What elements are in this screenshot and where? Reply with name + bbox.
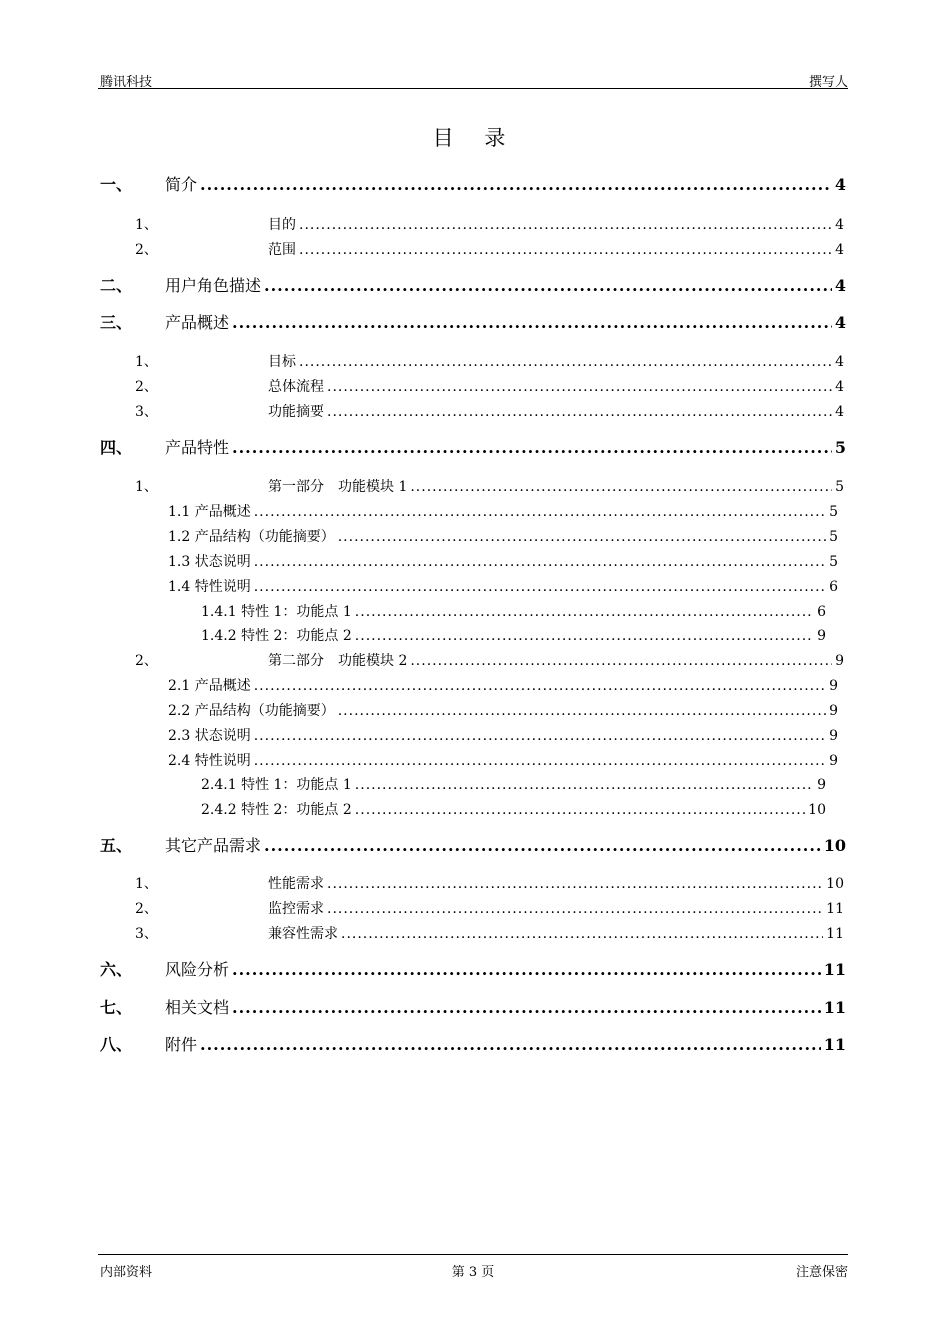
toc-entry-title: 产品概述: [165, 313, 230, 332]
toc-dot-leader: [232, 960, 821, 979]
toc-dot-leader: [410, 653, 832, 669]
toc-entry[interactable]: [201, 799, 826, 819]
toc-entry-number: 七、: [100, 998, 133, 1017]
toc-entry-page: 9: [835, 653, 844, 669]
toc-dot-leader: [355, 777, 814, 793]
footer-confidential: 注意保密: [795, 1265, 848, 1280]
toc-dot-leader: [254, 579, 826, 595]
toc-entry[interactable]: [135, 650, 844, 670]
toc-entry-number: 八、: [100, 1035, 133, 1054]
toc-entry-number: 二、: [100, 276, 133, 295]
toc-entry-title: 性能需求: [268, 876, 324, 892]
toc-entry-number: 2、: [135, 379, 158, 395]
toc-entry-page: 5: [835, 479, 844, 495]
toc-entry[interactable]: [135, 476, 844, 496]
toc-entry-page: 9: [817, 628, 826, 644]
toc-entry-page: 4: [834, 313, 846, 332]
footer-page-number: 第 3 页: [451, 1265, 495, 1280]
toc-entry-page: 10: [826, 876, 844, 892]
toc-entry-number: 3、: [135, 926, 158, 942]
toc-entry-page: 5: [829, 529, 838, 545]
toc-entry-title: 兼容性需求: [268, 926, 338, 942]
toc-entry-title: 简介: [165, 175, 198, 194]
toc-entry-page: 4: [834, 276, 846, 295]
toc-entry-title: 附件: [165, 1035, 198, 1054]
toc-entry-page: 4: [835, 242, 844, 258]
toc-entry[interactable]: [100, 435, 846, 458]
toc-dot-leader: [299, 354, 832, 370]
toc-entry-title: 1.4.1 特性 1：功能点 1: [201, 604, 352, 620]
toc-entry-title: 第一部分 功能模块 1: [268, 479, 408, 495]
header-author: 撰写人: [808, 75, 848, 90]
toc-entry-number: 2、: [135, 242, 158, 258]
toc-entry-title: 1.4.2 特性 2：功能点 2: [201, 628, 352, 644]
toc-entry-title: 产品特性: [165, 438, 230, 457]
toc-entry-number: 3、: [135, 404, 158, 420]
toc-entry-number: 六、: [100, 960, 133, 979]
toc-entry-title: 1.3 状态说明: [168, 554, 251, 570]
toc-entry-title: 总体流程: [268, 379, 324, 395]
toc-entry[interactable]: [201, 625, 826, 645]
toc-entry-number: 2、: [135, 901, 158, 917]
toc-entry[interactable]: [135, 376, 844, 396]
toc-entry-title: 2.4.2 特性 2：功能点 2: [201, 802, 352, 818]
toc-dot-leader: [200, 175, 832, 194]
toc-entry-title: 目的: [268, 217, 296, 233]
toc-entry-page: 9: [829, 703, 838, 719]
toc-entry-number: 1、: [135, 876, 158, 892]
toc-entry[interactable]: [100, 172, 846, 195]
toc-entry-title: 2.3 状态说明: [168, 728, 251, 744]
toc-dot-leader: [200, 1035, 821, 1054]
toc-entry-page: 5: [834, 438, 846, 457]
toc-entry[interactable]: [135, 898, 844, 918]
toc-dot-leader: [254, 554, 826, 570]
toc-dot-leader: [341, 926, 823, 942]
toc-entry-title: 范围: [268, 242, 296, 258]
toc-entry[interactable]: [168, 725, 838, 745]
toc-dot-leader: [299, 242, 832, 258]
toc-entry[interactable]: [201, 601, 826, 621]
toc-entry-page: 5: [829, 504, 838, 520]
toc-entry[interactable]: [100, 273, 846, 296]
toc-entry[interactable]: [168, 750, 838, 770]
toc-dot-leader: [254, 753, 826, 769]
toc-entry-title: 2.2 产品结构（功能摘要）: [168, 703, 335, 719]
toc-entry-number: 一、: [100, 175, 133, 194]
toc-entry-page: 9: [829, 678, 838, 694]
toc-entry-title: 监控需求: [268, 901, 324, 917]
header-company: 腾讯科技: [100, 75, 153, 90]
toc-dot-leader: [254, 678, 826, 694]
page-footer: [98, 1254, 848, 1280]
toc-dot-leader: [327, 404, 832, 420]
toc-dot-leader: [232, 998, 821, 1017]
toc-dot-leader: [355, 628, 814, 644]
toc-dot-leader: [327, 379, 832, 395]
toc-entry-number: 三、: [100, 313, 133, 332]
footer-internal: 内部资料: [100, 1265, 153, 1280]
toc-entry-page: 4: [835, 354, 844, 370]
toc-entry[interactable]: [168, 675, 838, 695]
toc-entry[interactable]: [135, 873, 844, 893]
toc-entry-title: 风险分析: [165, 960, 230, 979]
toc-entry-page: 4: [834, 175, 846, 194]
toc-entry-number: 2、: [135, 653, 158, 669]
toc-entry-title: 功能摘要: [268, 404, 324, 420]
page-title: 目 录: [432, 126, 518, 150]
toc-entry-title: 用户角色描述: [165, 276, 262, 295]
toc-entry[interactable]: [135, 401, 844, 421]
toc-dot-leader: [299, 217, 832, 233]
toc-entry-title: 1.2 产品结构（功能摘要）: [168, 529, 335, 545]
toc-entry-page: 6: [829, 579, 838, 595]
toc-entry-number: 四、: [100, 438, 133, 457]
toc-entry-page: 4: [835, 379, 844, 395]
toc-entry[interactable]: [135, 923, 844, 943]
toc-entry-page: 11: [823, 998, 846, 1017]
toc-entry[interactable]: [135, 214, 844, 234]
toc-dot-leader: [327, 876, 823, 892]
toc-entry-number: 1、: [135, 354, 158, 370]
toc-dot-leader: [355, 802, 805, 818]
toc-entry-title: 目标: [268, 354, 296, 370]
toc-dot-leader: [254, 728, 826, 744]
toc-dot-leader: [338, 703, 826, 719]
toc-entry-title: 其它产品需求: [165, 836, 262, 855]
toc-entry-number: 1、: [135, 479, 158, 495]
toc-entry-page: 11: [826, 901, 844, 917]
toc-entry-page: 11: [823, 1035, 846, 1054]
toc-entry[interactable]: [100, 833, 846, 856]
toc-dot-leader: [327, 901, 823, 917]
toc-entry[interactable]: [168, 576, 838, 596]
toc-entry-page: 10: [823, 836, 846, 855]
toc-dot-leader: [264, 836, 821, 855]
toc-entry-title: 相关文档: [165, 998, 230, 1017]
toc-entry-page: 11: [826, 926, 844, 942]
toc-entry-title: 2.4.1 特性 1：功能点 1: [201, 777, 352, 793]
toc-entry-page: 9: [829, 753, 838, 769]
toc-entry[interactable]: [135, 239, 844, 259]
toc-entry[interactable]: [100, 995, 846, 1018]
toc-entry-page: 4: [835, 404, 844, 420]
toc-entry[interactable]: [100, 1032, 846, 1055]
toc-entry-number: 1、: [135, 217, 158, 233]
toc-dot-leader: [254, 504, 826, 520]
toc-entry-title: 2.1 产品概述: [168, 678, 251, 694]
toc-entry[interactable]: [135, 351, 844, 371]
toc-entry-number: 五、: [100, 836, 133, 855]
toc-entry-page: 10: [808, 802, 826, 818]
toc-entry-page: 9: [829, 728, 838, 744]
toc-entry-title: 1.4 特性说明: [168, 579, 251, 595]
toc-dot-leader: [410, 479, 832, 495]
toc-dot-leader: [338, 529, 826, 545]
toc-entry-title: 1.1 产品概述: [168, 504, 251, 520]
toc-dot-leader: [232, 313, 832, 332]
toc-entry[interactable]: [168, 551, 838, 571]
toc-entry-page: 9: [817, 777, 826, 793]
toc-entry[interactable]: [100, 310, 846, 333]
toc-entry-page: 6: [817, 604, 826, 620]
toc-dot-leader: [264, 276, 832, 295]
toc-dot-leader: [355, 604, 814, 620]
toc-entry[interactable]: [168, 501, 838, 521]
toc-entry-page: 5: [829, 554, 838, 570]
toc-entry[interactable]: [201, 774, 826, 794]
toc-entry[interactable]: [100, 957, 846, 980]
toc-entry[interactable]: [168, 526, 838, 546]
toc-entry-title: 第二部分 功能模块 2: [268, 653, 408, 669]
toc-entry[interactable]: [168, 700, 838, 720]
toc-entry-page: 11: [823, 960, 846, 979]
toc-dot-leader: [232, 438, 832, 457]
toc-entry-page: 4: [835, 217, 844, 233]
toc-entry-title: 2.4 特性说明: [168, 753, 251, 769]
